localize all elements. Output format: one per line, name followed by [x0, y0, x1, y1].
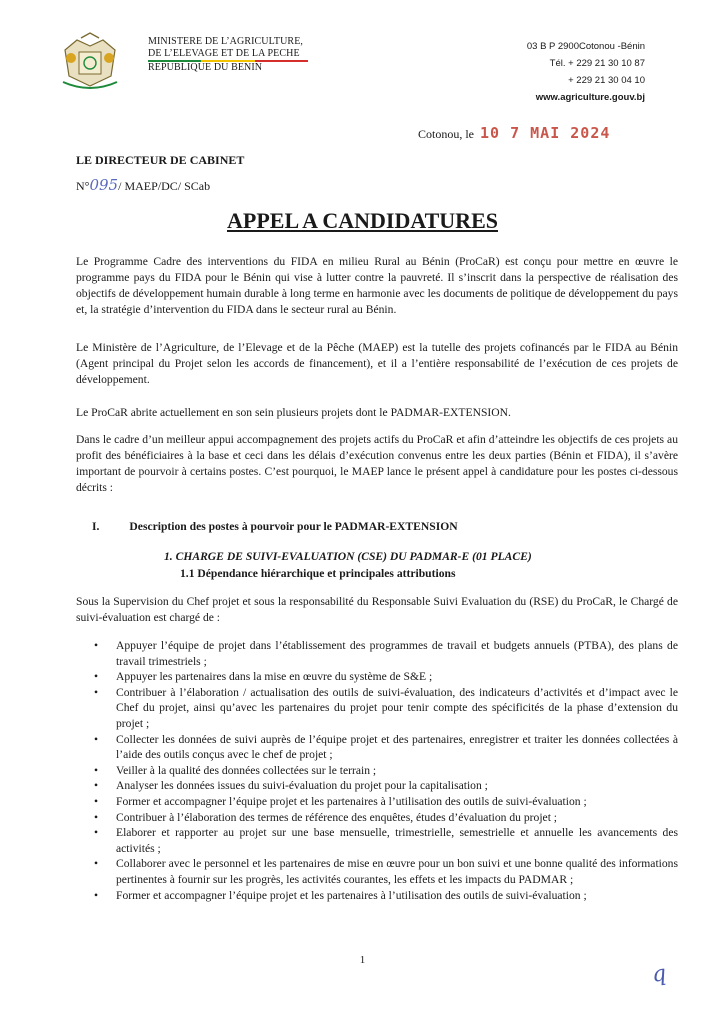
list-item: • Appuyer l’équipe de projet dans l’établissement des programmes de travail et budgets annuels (PTBA), des plans de travail trimestriels ; [76, 638, 678, 669]
list-item: • Analyser les données issues du suivi-évaluation du projet pour la capitalisation ; [76, 778, 678, 794]
paragraph-3: Le ProCaR abrite actuellement en son sein plusieurs projets dont le PADMAR-EXTENSION. [76, 406, 511, 419]
list-item: • Former et accompagner l’équipe projet et les partenaires à l’utilisation des outils de suivi-évaluation ; [76, 794, 678, 810]
ministry-header [148, 36, 308, 74]
date-line [418, 124, 610, 142]
list-item: • Collecter les données de suivi auprès de l’équipe projet et des partenaires, enregistrer et traiter les données collectées à l’aide des outils conçus avec le chef de projet ; [76, 732, 678, 763]
ref-suffix: / MAEP/DC/ SCab [118, 179, 211, 193]
ref-prefix: N° [76, 179, 90, 193]
list-item: • Contribuer à l’élaboration des termes de référence des enquêtes, études d’évaluation du projet ; [76, 810, 678, 826]
handwritten-initial: q [650, 961, 668, 988]
intro-paragraph: Sous la Supervision du Chef projet et sous la responsabilité du Responsable Suivi Evaluation du (RSE) du ProCaR, le Chargé de suivi-évaluation est chargé de : [76, 595, 678, 624]
subsection-heading: 1. CHARGE DE SUIVI-EVALUATION (CSE) DU PADMAR-E (01 PLACE) [164, 550, 532, 563]
director-heading: LE DIRECTEUR DE CABINET [76, 153, 245, 167]
section-number: I. [92, 520, 100, 533]
section-title: Description des postes à pourvoir pour le PADMAR-EXTENSION [129, 520, 458, 533]
page-number: 1 [359, 954, 366, 966]
page-title: APPEL A CANDIDATURES [227, 208, 498, 233]
ministry-line-3: REPUBLIQUE DU BENIN [148, 62, 263, 73]
sub-subsection-heading: 1.1 Dépendance hiérarchique et principales attributions [180, 567, 456, 580]
postal-address: 03 B P 2900Cotonou -Bénin [526, 41, 645, 52]
list-item: • Collaborer avec le personnel et les partenaires de mise en œuvre pour un bon suivi et une bonne qualité des informations pertinentes à fournir sur les progrès, les activités courantes, les effets et les impacts du PADMAR ; [76, 856, 678, 887]
reference-number [76, 176, 210, 194]
list-item: • Elaborer et rapporter au projet sur une base mensuelle, trimestrielle, semestrielle et annuelle les avancements des activités ; [76, 825, 678, 856]
paragraph-2: Le Ministère de l’Agriculture, de l’Elevage et de la Pêche (MAEP) est la tutelle des projets cofinancés par le FIDA au Bénin (Agent principal du Projet selon les accords de financement), et il a l’entière responsabilité de l’exécution de ces projets de développement. [76, 341, 678, 386]
ref-number-handwritten: 095 [89, 176, 119, 194]
coat-of-arms-seal [55, 32, 125, 92]
website: www.agriculture.gouv.bj [535, 92, 645, 103]
attributions-list [76, 638, 678, 903]
flag-stripe [148, 60, 308, 62]
list-item: • Veiller à la qualité des données collectées sur le terrain ; [76, 763, 678, 779]
ministry-line-2: DE L’ELEVAGE ET DE LA PECHE [148, 48, 300, 59]
paragraph-4: Dans le cadre d’un meilleur appui accompagnement des projets actifs du ProCaR et afin d’atteindre les objectifs de ces projets au profit des bénéficiaires à la base et ceci dans les délais d’exécution convenus entre les deux parties (Bénin et FIDA), il s’avère important de pourvoir à certains postes. C’est pourquoi, le MAEP lance le présent appel à candidature pour les postes ci-dessous décrits : [76, 433, 678, 494]
contact-block [527, 38, 645, 106]
phone-1: Tél. + 229 21 30 10 87 [549, 58, 645, 69]
ministry-line-1: MINISTERE DE L’AGRICULTURE, [148, 36, 304, 47]
section-heading [92, 520, 458, 533]
paragraph-1: Le Programme Cadre des interventions du FIDA en milieu Rural au Bénin (ProCaR) est conçu pour mettre en œuvre le programme pays du FIDA pour le Bénin qui vise à lutter contre la pauvreté. Il s’inscrit dans la perspective de réalisation des objectifs de développement humain durable à long terme en harmonie avec les documents de politique de développement du pays et, la stratégie d’intervention du FIDA dans le secteur rural au Bénin. [76, 255, 678, 316]
list-item: • Appuyer les partenaires dans la mise en œuvre du système de S&E ; [76, 669, 678, 685]
list-item: • Former et accompagner l’équipe projet et les partenaires à l’utilisation des outils de suivi-évaluation ; [76, 888, 678, 904]
list-item: • Contribuer à l’élaboration / actualisation des outils de suivi-évaluation, des indicateurs d’activités et d’impact avec le Chef du projet, ainsi qu’avec les partenaires du projet pour tenir compte des spécificités de la phase d’extension du projet ; [76, 685, 678, 732]
phone-2: + 229 21 30 04 10 [568, 75, 645, 86]
date-prefix: Cotonou, le [418, 127, 474, 141]
date-stamp: 10 7 MAI 2024 [480, 124, 611, 142]
